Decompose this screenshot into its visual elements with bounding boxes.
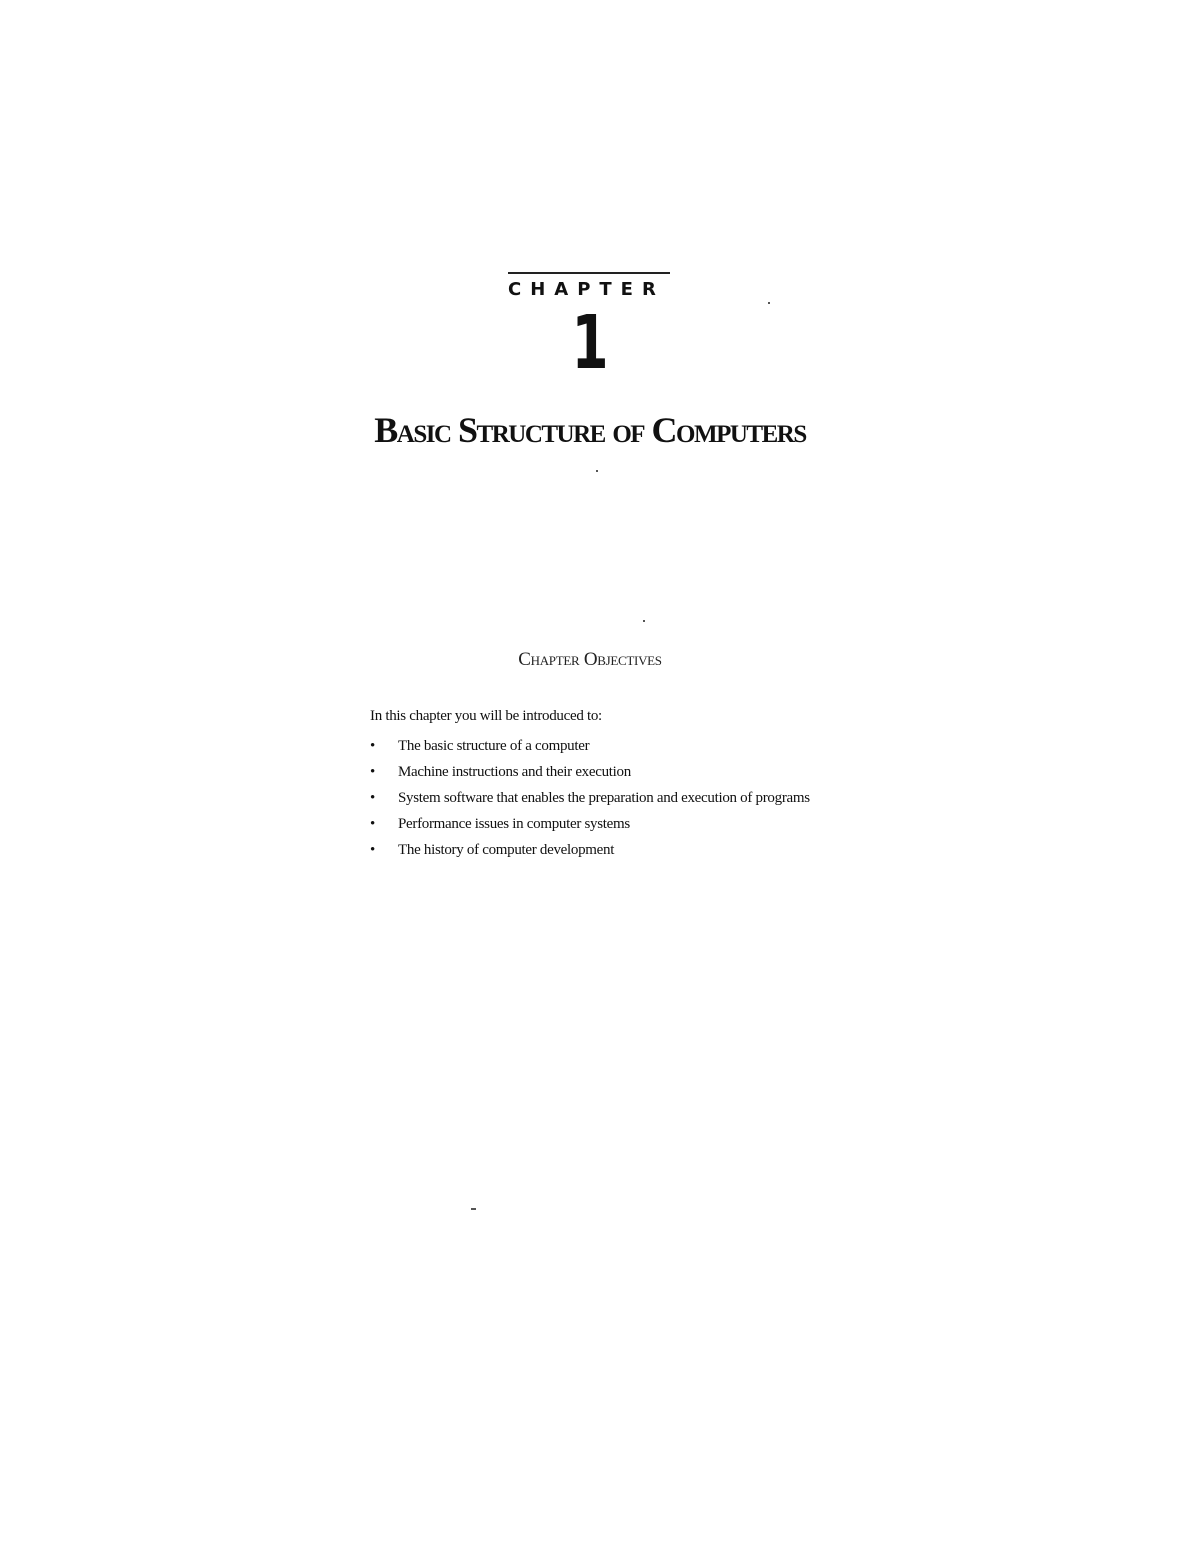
objectives-intro: In this chapter you will be introduced to: — [370, 708, 602, 724]
objectives-list — [370, 736, 810, 866]
scan-speck — [596, 470, 598, 472]
scan-speck — [768, 302, 770, 304]
chapter-rule — [508, 272, 670, 274]
objective-text: The history of computer development — [398, 842, 615, 858]
scan-speck — [471, 1208, 476, 1210]
scan-speck — [643, 620, 645, 622]
bullet-marker: • — [370, 842, 375, 858]
objective-text: The basic structure of a computer — [398, 738, 590, 754]
chapter-number: 1 — [571, 300, 609, 386]
list-item — [370, 788, 818, 808]
list-item — [370, 736, 810, 756]
objective-text: System software that enables the preparation and execution of programs — [398, 790, 810, 806]
bullet-marker: • — [370, 764, 375, 780]
bullet-marker: • — [370, 738, 375, 754]
bullet-marker: • — [370, 816, 375, 832]
list-item — [370, 840, 810, 860]
objective-text: Machine instructions and their execution — [398, 764, 631, 780]
list-item — [370, 814, 810, 834]
chapter-label: CHAPTER — [508, 279, 665, 300]
bullet-marker: • — [370, 790, 375, 806]
objectives-heading: Chapter Objectives — [518, 649, 662, 670]
list-item — [370, 762, 810, 782]
objective-text: Performance issues in computer systems — [398, 816, 630, 832]
chapter-title: Basic Structure of Computers — [374, 410, 806, 450]
